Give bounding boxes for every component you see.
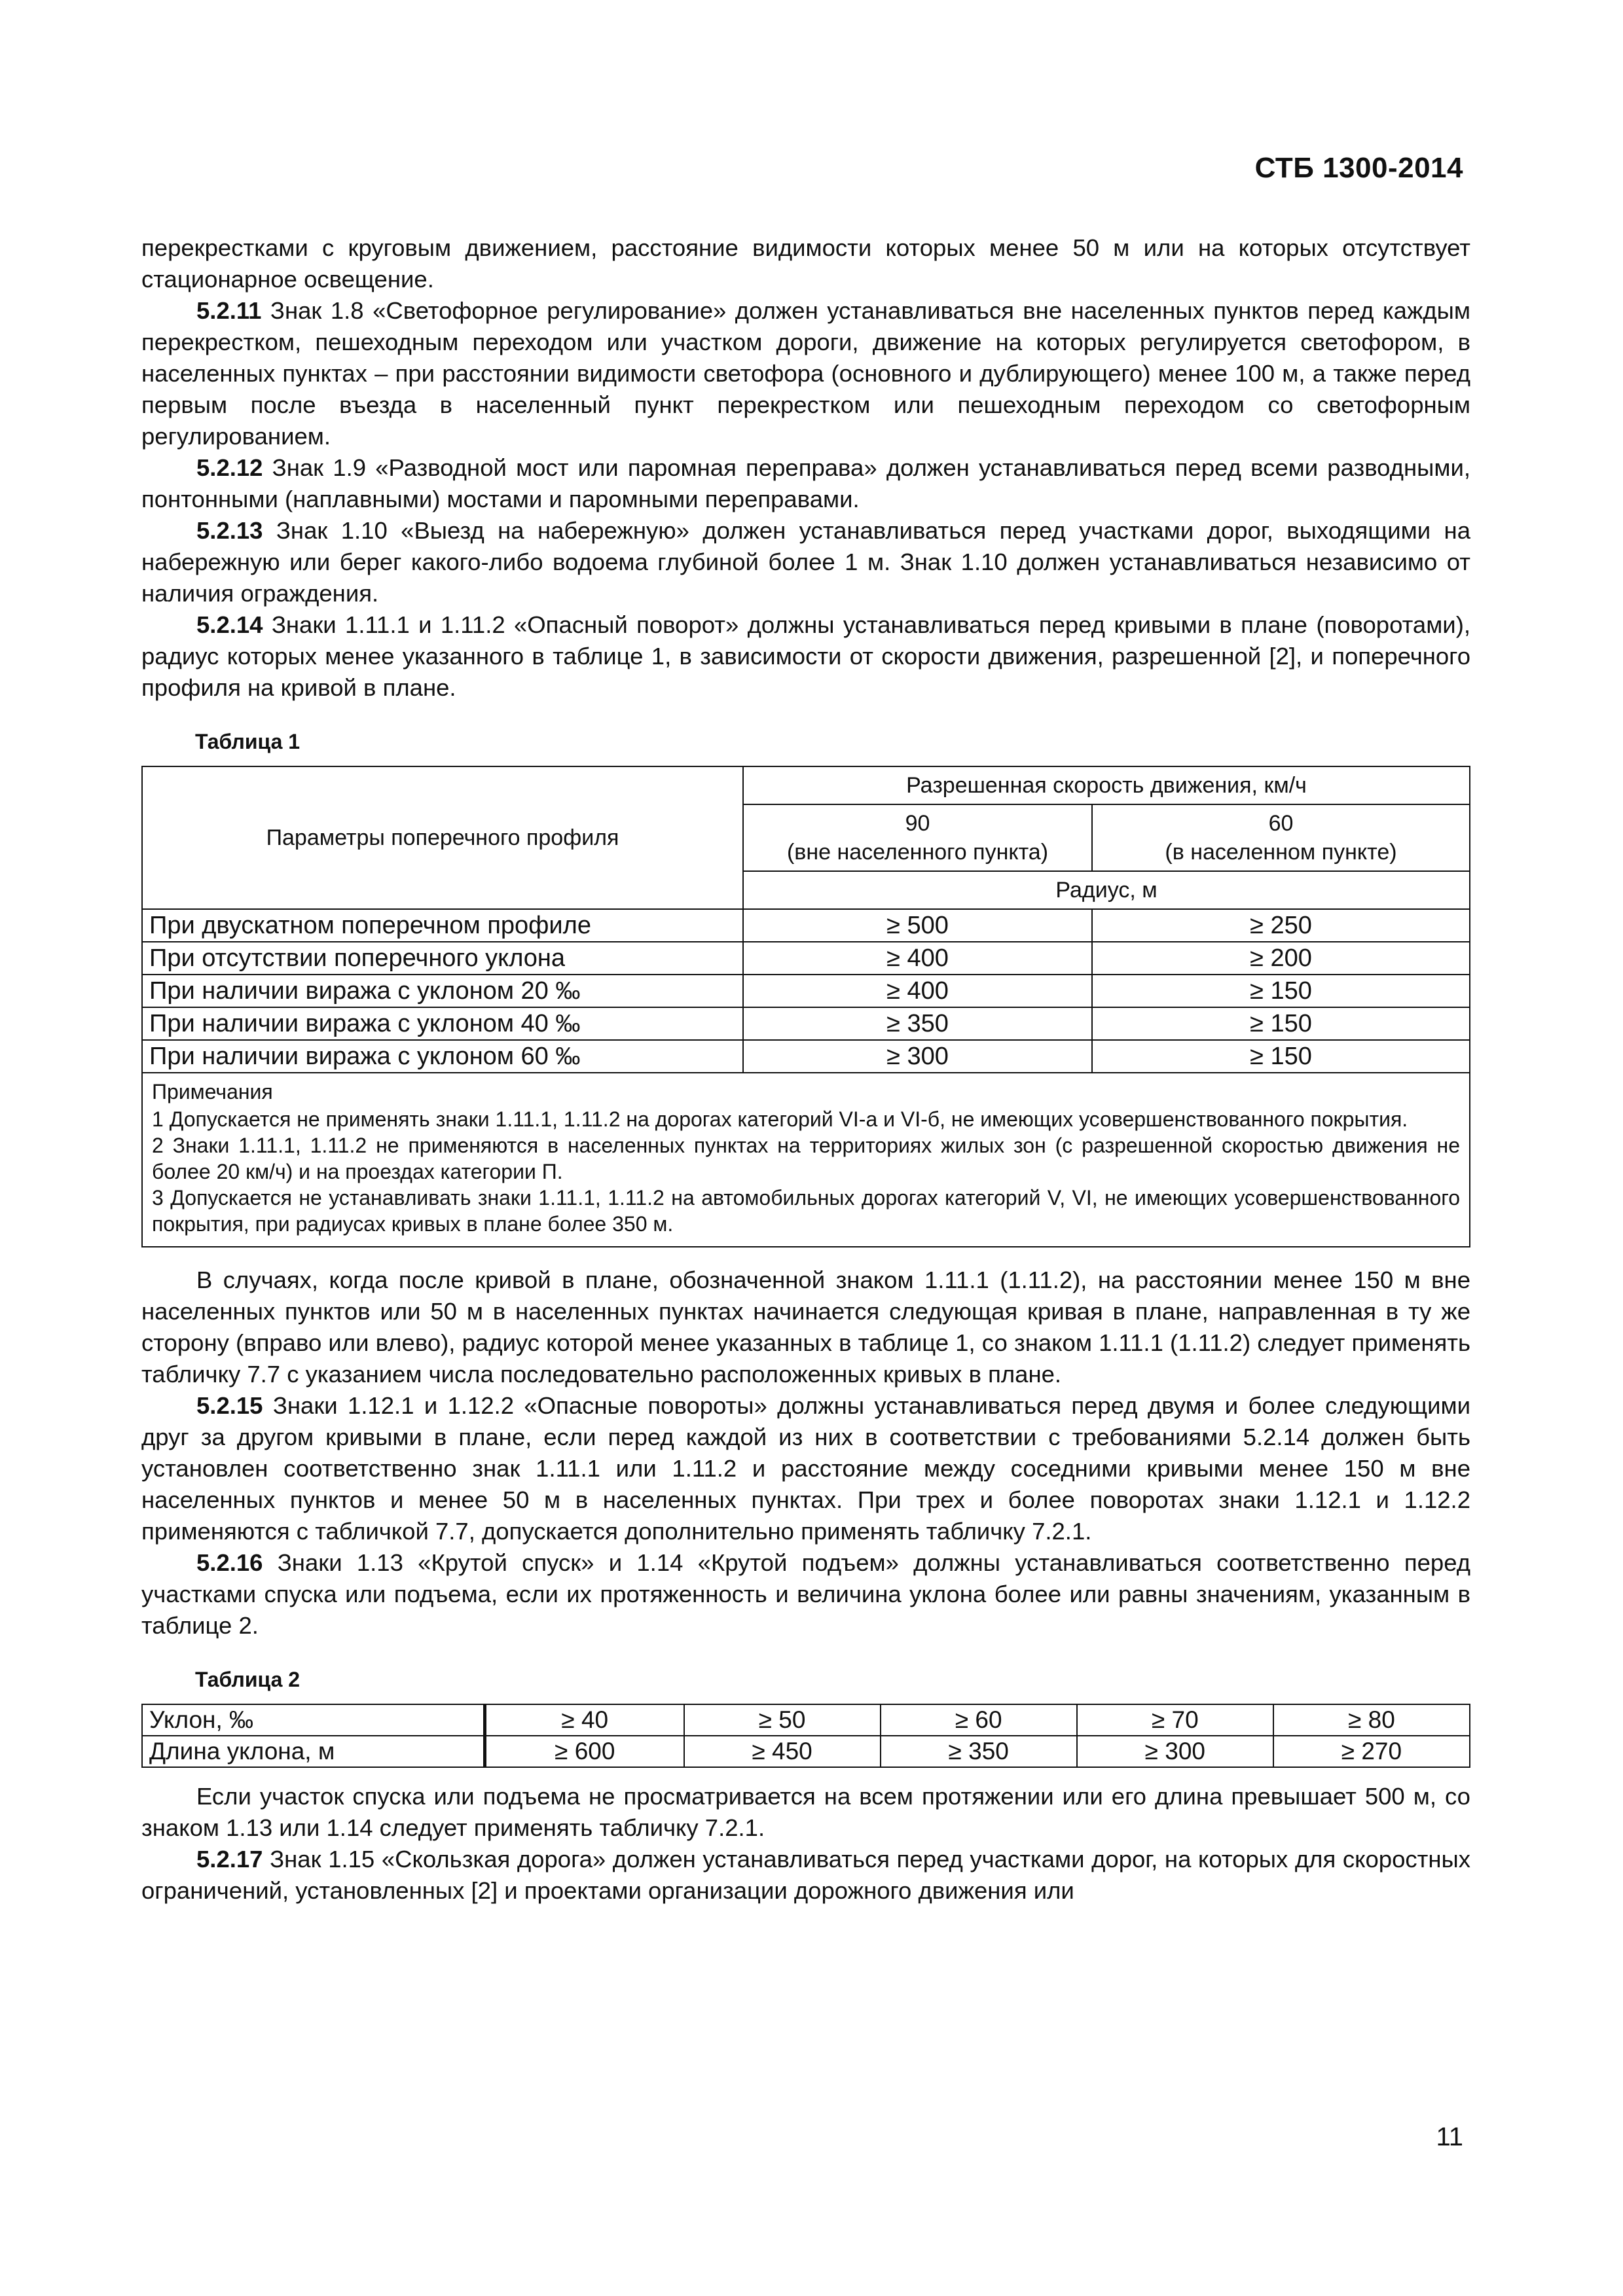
table-row bbox=[142, 942, 1470, 975]
radius-60: ≥ 250 bbox=[1092, 909, 1470, 942]
clause-number: 5.2.11 bbox=[196, 297, 262, 324]
clause-text: Знак 1.15 «Скользкая дорога» должен устанавливаться перед участками дорог, на которых для скоростных ограничений, установленных [2] и проектами организации дорожного движения или bbox=[141, 1846, 1470, 1904]
length-value: ≥ 350 bbox=[881, 1736, 1077, 1767]
slope-value: ≥ 40 bbox=[485, 1704, 684, 1736]
slope-value: ≥ 50 bbox=[684, 1704, 881, 1736]
radius-60: ≥ 150 bbox=[1092, 1007, 1470, 1040]
row-label: При отсутствии поперечного уклона bbox=[142, 942, 743, 975]
radius-90: ≥ 500 bbox=[743, 909, 1092, 942]
header-speed-60 bbox=[1092, 804, 1470, 871]
speed-90-note: (вне населенного пункта) bbox=[786, 840, 1049, 865]
table-2 bbox=[141, 1704, 1470, 1768]
table-row bbox=[142, 975, 1470, 1007]
radius-90: ≥ 400 bbox=[743, 942, 1092, 975]
header-param: Параметры поперечного профиля bbox=[142, 766, 743, 909]
speed-90-value: 90 bbox=[905, 811, 930, 836]
clause-number: 5.2.12 bbox=[196, 454, 263, 481]
paragraph-curves: В случаях, когда после кривой в плане, обозначенной знаком 1.11.1 (1.11.2), на расстоянии менее 150 м вне населенных пунктов или 50 м в населенных пунктах начинается следующая кривая в плане, направленная в ту же сторону (вправо или влево), радиус которой менее указанных в таблице 1, со знаком 1.11.1 (1.11.2) следует применять табличку 7.7 с указанием числа последовательно расположенных кривых в плане. bbox=[141, 1266, 1470, 1388]
paragraph-5-2-14 bbox=[141, 609, 1470, 704]
slope-value: ≥ 80 bbox=[1273, 1704, 1470, 1736]
paragraph-5-2-15 bbox=[141, 1390, 1470, 1547]
document-code: СТБ 1300-2014 bbox=[1254, 152, 1463, 184]
row-label: При наличии виража с уклоном 40 ‰ bbox=[142, 1007, 743, 1040]
row-label: При наличии виража с уклоном 20 ‰ bbox=[142, 975, 743, 1007]
radius-60: ≥ 150 bbox=[1092, 975, 1470, 1007]
page-number: 11 bbox=[1436, 2123, 1463, 2151]
note-2: 2 Знаки 1.11.1, 1.11.2 не применяются в населенных пунктах на территориях жилых зон (с разрешенной скоростью движения не более 20 км/ч) и на проездах категории П. bbox=[152, 1134, 1460, 1183]
clause-text: Знак 1.9 «Разводной мост или паромная переправа» должен устанавливаться перед всеми разводными, понтонными (наплавными) мостами и паромными переправами. bbox=[141, 454, 1470, 512]
clause-number: 5.2.14 bbox=[196, 611, 263, 638]
note-1: 1 Допускается не применять знаки 1.11.1, 1.11.2 на дорогах категорий VI-а и VI-б, не имеющих усовершенствованного покрытия. bbox=[152, 1107, 1408, 1131]
slope-value: ≥ 60 bbox=[881, 1704, 1077, 1736]
paragraph-continuation: перекрестками с круговым движением, расстояние видимости которых менее 50 м или на которых отсутствует стационарное освещение. bbox=[141, 234, 1470, 293]
table-row bbox=[142, 1736, 1470, 1767]
length-value: ≥ 600 bbox=[485, 1736, 684, 1767]
clause-text: Знаки 1.12.1 и 1.12.2 «Опасные повороты» должны устанавливаться перед двумя и более следующими друг за другом кривыми в плане, если перед каждой из них в соответствии с требованиями 5.2.14 должен быть установлен соответственно знак 1.11.1 или 1.11.2 и расстояние между соседними кривыми менее 150 м вне населенных пунктов и менее 50 м в населенных пунктах. При трех и более поворотах знаки 1.12.1 и 1.12.2 применяются с табличкой 7.7, допускается дополнительно применять табличку 7.2.1. bbox=[141, 1392, 1470, 1545]
radius-90: ≥ 400 bbox=[743, 975, 1092, 1007]
table-row bbox=[142, 1040, 1470, 1073]
page-content bbox=[141, 232, 1470, 1907]
clause-text: Знак 1.8 «Светофорное регулирование» должен устанавливаться вне населенных пунктов перед каждым перекрестком, пешеходным переходом или участком дороги, движение на которых регулируется светофором, в населенных пунктах – при расстоянии видимости светофора (основного и дублирующего) менее 100 м, а также перед первым после въезда в населенный пункт перекрестком или пешеходным переходом со светофорным регулированием. bbox=[141, 297, 1470, 450]
radius-60: ≥ 200 bbox=[1092, 942, 1470, 975]
paragraph-5-2-11 bbox=[141, 295, 1470, 452]
radius-90: ≥ 300 bbox=[743, 1040, 1092, 1073]
table-row bbox=[142, 1007, 1470, 1040]
length-value: ≥ 270 bbox=[1273, 1736, 1470, 1767]
radius-60: ≥ 150 bbox=[1092, 1040, 1470, 1073]
clause-number: 5.2.16 bbox=[196, 1549, 263, 1576]
paragraph-5-2-13 bbox=[141, 515, 1470, 609]
clause-number: 5.2.17 bbox=[196, 1846, 263, 1873]
clause-text: Знаки 1.13 «Крутой спуск» и 1.14 «Крутой подъем» должны устанавливаться соответственно перед участками спуска или подъема, если их протяженность и величина уклона более или равны значениям, указанным в таблице 2. bbox=[141, 1549, 1470, 1639]
table-1-notes bbox=[142, 1073, 1470, 1247]
clause-text: Знак 1.10 «Выезд на набережную» должен устанавливаться перед участками дорог, выходящими на набережную или берег какого-либо водоема глубиной более 1 м. Знак 1.10 должен устанавливаться независимо от наличия ограждения. bbox=[141, 517, 1470, 607]
notes-title: Примечания bbox=[152, 1080, 273, 1103]
length-value: ≥ 300 bbox=[1077, 1736, 1273, 1767]
length-label: Длина уклона, м bbox=[142, 1736, 485, 1767]
paragraph-5-2-17 bbox=[141, 1844, 1470, 1907]
radius-90: ≥ 350 bbox=[743, 1007, 1092, 1040]
clause-number: 5.2.13 bbox=[196, 517, 263, 544]
table-row bbox=[142, 1704, 1470, 1736]
paragraph-descent: Если участок спуска или подъема не просматривается на всем протяжении или его длина превышает 500 м, со знаком 1.13 или 1.14 следует применять табличку 7.2.1. bbox=[141, 1783, 1470, 1841]
row-label: При двускатном поперечном профиле bbox=[142, 909, 743, 942]
paragraph-5-2-16 bbox=[141, 1547, 1470, 1641]
note-3: 3 Допускается не устанавливать знаки 1.11.1, 1.11.2 на автомобильных дорогах категорий V, VI, не имеющих усовершенствованного покрытия, при радиусах кривых в плане более 350 м. bbox=[152, 1186, 1460, 1236]
length-value: ≥ 450 bbox=[684, 1736, 881, 1767]
table-1-caption: Таблица 1 bbox=[195, 730, 301, 753]
clause-text: Знаки 1.11.1 и 1.11.2 «Опасный поворот» должны устанавливаться перед кривыми в плане (поворотами), радиус которых менее указанного в таблице 1, в зависимости от скорости движения, разрешенной [2], и поперечного профиля на кривой в плане. bbox=[141, 611, 1470, 701]
slope-label: Уклон, ‰ bbox=[142, 1704, 485, 1736]
header-speed-90 bbox=[743, 804, 1092, 871]
paragraph-5-2-12 bbox=[141, 452, 1470, 515]
table-1 bbox=[141, 766, 1470, 1247]
clause-number: 5.2.15 bbox=[196, 1392, 263, 1419]
header-radius: Радиус, м bbox=[743, 871, 1470, 909]
header-speed: Разрешенная скорость движения, км/ч bbox=[743, 766, 1470, 804]
table-row bbox=[142, 909, 1470, 942]
table-2-caption: Таблица 2 bbox=[195, 1668, 301, 1691]
speed-60-note: (в населенном пункте) bbox=[1165, 840, 1397, 865]
speed-60-value: 60 bbox=[1268, 811, 1294, 836]
slope-value: ≥ 70 bbox=[1077, 1704, 1273, 1736]
row-label: При наличии виража с уклоном 60 ‰ bbox=[142, 1040, 743, 1073]
